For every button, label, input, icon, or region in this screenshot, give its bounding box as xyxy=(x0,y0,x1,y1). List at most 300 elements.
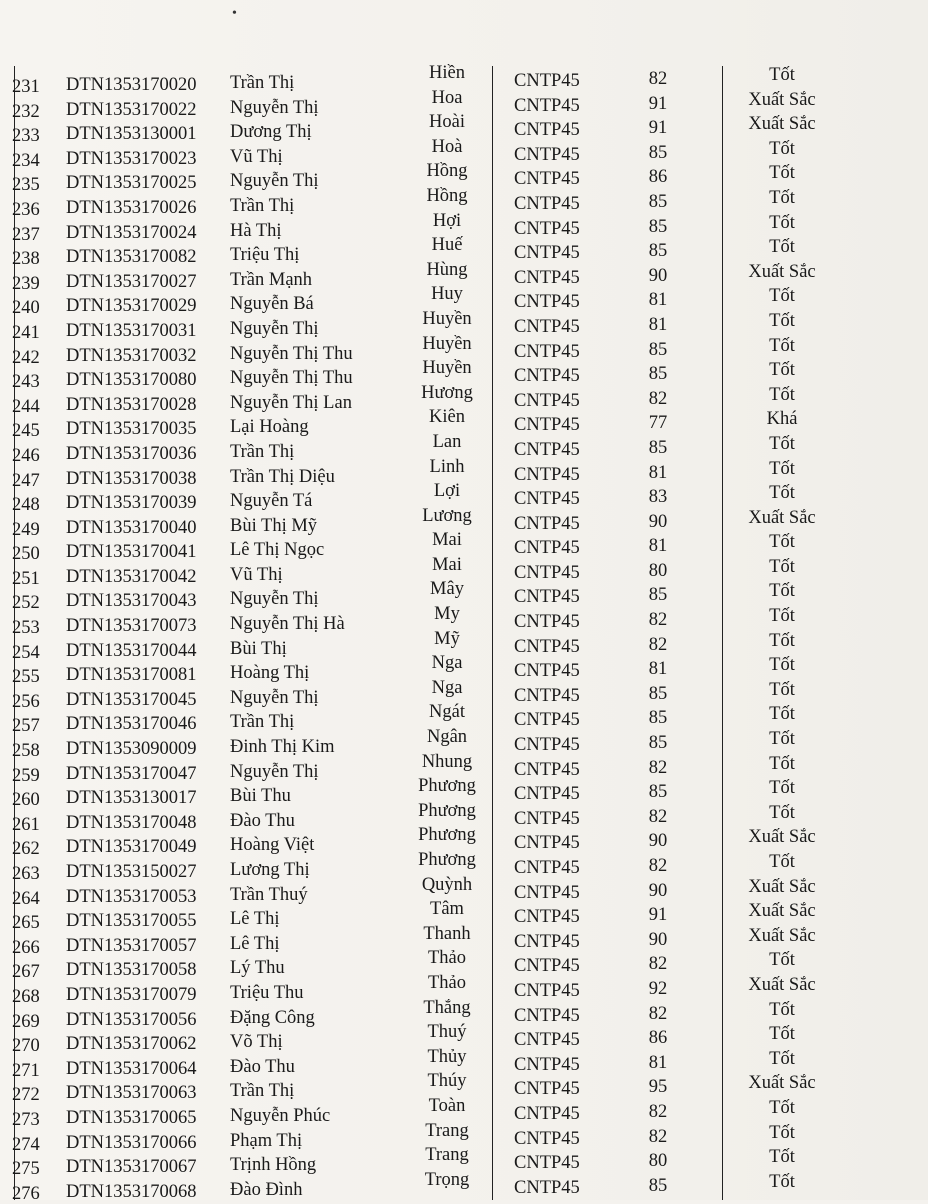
score: 82 xyxy=(648,634,668,655)
score: 82 xyxy=(648,856,668,876)
given-name: Mai xyxy=(432,554,462,575)
row-number: 259 xyxy=(12,765,40,786)
family-name: Nguyễn Thị Lan xyxy=(230,392,352,413)
class-code: CNTP45 xyxy=(514,956,580,977)
class-code: CNTP45 xyxy=(514,1054,580,1075)
given-name: Hoa xyxy=(431,87,463,108)
rating: Tốt xyxy=(769,852,795,872)
class-code: CNTP45 xyxy=(514,612,580,633)
class-code: CNTP45 xyxy=(514,882,580,903)
student-id: DTN1353170020 xyxy=(66,75,197,95)
given-name: Hoà xyxy=(431,136,463,157)
class-code: CNTP45 xyxy=(514,513,580,534)
score: 81 xyxy=(648,462,668,483)
row-number: 274 xyxy=(12,1134,40,1155)
score: 80 xyxy=(648,1151,668,1172)
row-number: 242 xyxy=(12,347,40,368)
score: 82 xyxy=(648,69,668,89)
class-code: CNTP45 xyxy=(514,292,580,313)
family-name: Nguyễn Thị xyxy=(230,171,319,192)
score: 82 xyxy=(648,1101,668,1122)
rating: Tốt xyxy=(769,335,795,356)
rating: Xuất Sắc xyxy=(748,1073,816,1094)
class-code: CNTP45 xyxy=(514,784,580,805)
family-name: Lê Thị xyxy=(230,909,280,930)
class-code: CNTP45 xyxy=(514,858,580,878)
score: 85 xyxy=(648,782,668,803)
class-code: CNTP45 xyxy=(514,759,580,780)
given-name: Phương xyxy=(418,776,476,797)
student-id: DTN1353170062 xyxy=(66,1034,197,1055)
rating: Tốt xyxy=(769,1122,795,1143)
class-code: CNTP45 xyxy=(514,366,580,387)
class-code: CNTP45 xyxy=(514,710,580,731)
student-id: DTN1353170053 xyxy=(66,886,197,907)
given-name: Toàn xyxy=(428,1095,466,1116)
family-name: Nguyễn Phúc xyxy=(230,1105,331,1126)
score: 86 xyxy=(648,1028,668,1049)
rating: Xuất Sắc xyxy=(748,925,816,946)
given-name: Trang xyxy=(425,1120,469,1141)
student-id: DTN1353170082 xyxy=(66,247,197,268)
student-id: DTN1353170079 xyxy=(66,984,197,1005)
class-code: CNTP45 xyxy=(514,169,580,190)
student-id: DTN1353150027 xyxy=(66,862,197,882)
score: 81 xyxy=(648,314,668,335)
student-id: DTN1353170023 xyxy=(66,148,197,169)
student-id: DTN1353170035 xyxy=(66,419,197,440)
score: 81 xyxy=(648,536,668,557)
student-id: DTN1353170026 xyxy=(66,197,197,218)
rating: Tốt xyxy=(769,65,795,85)
student-id: DTN1353090009 xyxy=(66,739,197,760)
student-id: DTN1353170047 xyxy=(66,763,197,784)
student-id: DTN1353130001 xyxy=(66,124,197,145)
rating: Xuất Sắc xyxy=(748,876,816,897)
table-row xyxy=(8,63,908,97)
given-name: Phương xyxy=(418,825,476,846)
rating: Tốt xyxy=(769,1024,795,1045)
score: 81 xyxy=(648,290,668,311)
table-row xyxy=(8,850,908,884)
student-id: DTN1353170073 xyxy=(66,616,197,637)
score: 85 xyxy=(648,708,668,729)
row-number: 238 xyxy=(12,249,40,270)
row-number: 256 xyxy=(12,691,40,712)
score: 90 xyxy=(648,880,668,901)
row-number: 233 xyxy=(12,126,40,147)
score: 85 xyxy=(648,216,668,237)
family-name: Trần Thị xyxy=(230,441,295,462)
score: 82 xyxy=(648,1003,668,1024)
class-code: CNTP45 xyxy=(514,833,580,854)
given-name: Huyền xyxy=(422,358,472,379)
family-name: Lương Thị xyxy=(230,860,310,880)
row-number: 237 xyxy=(12,224,40,245)
class-code: CNTP45 xyxy=(514,907,580,928)
row-number: 265 xyxy=(12,913,40,934)
given-name: Nga xyxy=(431,653,463,674)
row-number: 249 xyxy=(12,519,40,540)
family-name: Triệu Thu xyxy=(230,982,304,1003)
family-name: Trần Thị Diệu xyxy=(230,466,335,487)
rating: Tốt xyxy=(769,679,795,700)
family-name: Lại Hoàng xyxy=(230,417,309,438)
given-name: Hùng xyxy=(426,259,468,280)
given-name: Mây xyxy=(430,579,464,600)
family-name: Nguyễn Tá xyxy=(230,491,313,512)
rating: Tốt xyxy=(769,556,795,577)
rating: Tốt xyxy=(769,483,795,504)
rating: Tốt xyxy=(769,950,795,971)
given-name: Thảo xyxy=(427,948,466,969)
family-name: Đinh Thị Kim xyxy=(230,737,335,758)
rating: Tốt xyxy=(769,212,795,233)
rating: Tốt xyxy=(769,655,795,676)
given-name: Lương xyxy=(422,505,472,526)
given-name: Phương xyxy=(418,800,476,821)
student-id: DTN1353170045 xyxy=(66,689,197,710)
class-code: CNTP45 xyxy=(514,243,580,264)
row-number: 240 xyxy=(12,298,40,319)
score: 80 xyxy=(648,560,668,581)
given-name: Hợi xyxy=(432,210,462,231)
score: 85 xyxy=(648,585,668,606)
rating: Tốt xyxy=(769,360,795,381)
student-id: DTN1353170056 xyxy=(66,1009,197,1030)
family-name: Nguyễn Bá xyxy=(230,294,314,315)
family-name: Vũ Thị xyxy=(230,146,283,167)
row-number: 232 xyxy=(12,101,40,122)
family-name: Nguyễn Thị xyxy=(230,687,319,708)
rating: Khá xyxy=(766,409,798,430)
given-name: Thuý xyxy=(427,1022,467,1043)
student-id: DTN1353170027 xyxy=(66,271,197,292)
rating: Tốt xyxy=(769,286,795,307)
class-code: CNTP45 xyxy=(514,218,580,239)
student-id: DTN1353170041 xyxy=(66,542,197,563)
family-name: Trịnh Hồng xyxy=(230,1155,317,1176)
given-name: Huế xyxy=(431,235,463,256)
score: 85 xyxy=(648,142,668,163)
given-name: Nga xyxy=(431,677,463,698)
given-name: My xyxy=(434,604,460,625)
given-name: Mỹ xyxy=(434,628,460,649)
row-number: 245 xyxy=(12,421,40,442)
class-code: CNTP45 xyxy=(514,931,580,952)
student-id: DTN1353170081 xyxy=(66,665,197,686)
class-code: CNTP45 xyxy=(514,538,580,559)
student-id: DTN1353170024 xyxy=(66,222,197,243)
score: 91 xyxy=(648,93,668,114)
class-code: CNTP45 xyxy=(514,415,580,436)
class-code: CNTP45 xyxy=(514,1128,580,1149)
student-table xyxy=(8,63,908,1204)
class-code: CNTP45 xyxy=(514,1177,580,1198)
class-code: CNTP45 xyxy=(514,316,580,337)
family-name: Đào Đình xyxy=(230,1179,303,1200)
given-name: Hồng xyxy=(426,185,468,206)
score: 90 xyxy=(648,511,668,532)
student-id: DTN1353170049 xyxy=(66,837,197,858)
rating: Tốt xyxy=(769,802,795,823)
student-id: DTN1353170032 xyxy=(66,345,197,366)
row-number: 266 xyxy=(12,937,40,958)
score: 81 xyxy=(648,1052,668,1073)
given-name: Ngát xyxy=(429,702,465,723)
class-code: CNTP45 xyxy=(514,464,580,485)
row-number: 235 xyxy=(12,175,40,196)
family-name: Nguyễn Thị Thu xyxy=(230,343,353,364)
family-name: Trần Thị xyxy=(230,195,295,216)
score: 85 xyxy=(648,364,668,385)
family-name: Đào Thu xyxy=(230,810,295,831)
class-code: CNTP45 xyxy=(514,193,580,214)
family-name: Đào Thu xyxy=(230,1056,295,1077)
score: 91 xyxy=(648,118,668,139)
row-number: 272 xyxy=(12,1085,40,1106)
row-number: 264 xyxy=(12,888,40,909)
family-name: Bùi Thị xyxy=(230,638,287,659)
family-name: Lê Thị xyxy=(230,933,280,954)
rating: Xuất Sắc xyxy=(748,974,816,995)
row-number: 260 xyxy=(12,790,40,811)
score: 85 xyxy=(648,437,668,458)
class-code: CNTP45 xyxy=(514,685,580,706)
score: 92 xyxy=(648,978,668,999)
given-name: Tâm xyxy=(430,899,464,920)
class-code: CNTP45 xyxy=(514,980,580,1001)
student-id: DTN1353170043 xyxy=(66,591,197,612)
family-name: Trần Thị xyxy=(230,1081,295,1102)
family-name: Nguyễn Thị xyxy=(230,318,319,339)
class-code: CNTP45 xyxy=(514,390,580,411)
class-code: CNTP45 xyxy=(514,1153,580,1174)
class-code: CNTP45 xyxy=(514,808,580,829)
family-name: Dương Thị xyxy=(230,122,312,143)
given-name: Kiên xyxy=(429,407,465,428)
row-number: 248 xyxy=(12,495,40,516)
family-name: Nguyễn Thị xyxy=(230,761,319,782)
score: 90 xyxy=(648,929,668,950)
given-name: Hiền xyxy=(429,63,465,83)
student-id: DTN1353130017 xyxy=(66,788,197,809)
family-name: Võ Thị xyxy=(230,1032,283,1053)
class-code: CNTP45 xyxy=(514,267,580,288)
given-name: Huy xyxy=(431,284,463,305)
family-name: Nguyễn Thị Hà xyxy=(230,614,345,635)
student-id: DTN1353170044 xyxy=(66,640,197,661)
class-code: CNTP45 xyxy=(514,144,580,165)
rating: Tốt xyxy=(769,729,795,750)
score: 82 xyxy=(648,388,668,409)
student-id: DTN1353170048 xyxy=(66,812,197,833)
student-id: DTN1353170039 xyxy=(66,493,197,514)
class-code: CNTP45 xyxy=(514,1079,580,1100)
given-name: Linh xyxy=(429,456,465,477)
rating: Tốt xyxy=(769,1097,795,1118)
rating: Tốt xyxy=(769,1171,795,1192)
given-name: Quỳnh xyxy=(421,874,473,895)
given-name: Hồng xyxy=(426,161,468,182)
class-code: CNTP45 xyxy=(514,735,580,756)
student-id: DTN1353170031 xyxy=(66,320,197,341)
given-name: Phương xyxy=(418,850,476,870)
rating: Xuất Sắc xyxy=(748,261,816,282)
row-number: 261 xyxy=(12,814,40,835)
row-number: 262 xyxy=(12,839,40,860)
row-number: 241 xyxy=(12,322,40,343)
student-id: DTN1353170028 xyxy=(66,394,197,415)
student-id: DTN1353170038 xyxy=(66,468,197,489)
rating: Tốt xyxy=(769,630,795,651)
given-name: Trang xyxy=(425,1145,469,1166)
score: 85 xyxy=(648,1175,668,1196)
row-number: 253 xyxy=(12,618,40,639)
row-number: 273 xyxy=(12,1109,40,1130)
rating: Tốt xyxy=(769,310,795,331)
row-number: 268 xyxy=(12,986,40,1007)
rating: Xuất Sắc xyxy=(748,89,816,110)
rating: Tốt xyxy=(769,1048,795,1069)
rating: Xuất Sắc xyxy=(748,507,816,528)
score: 82 xyxy=(648,610,668,631)
class-code: CNTP45 xyxy=(514,587,580,608)
stray-mark: • xyxy=(232,6,237,21)
student-id: DTN1353170064 xyxy=(66,1058,197,1079)
given-name: Huyền xyxy=(422,333,472,354)
row-number: 251 xyxy=(12,568,40,589)
score: 85 xyxy=(648,241,668,262)
student-id: DTN1353170042 xyxy=(66,566,197,587)
given-name: Thắng xyxy=(423,997,471,1018)
score: 85 xyxy=(648,733,668,754)
score: 90 xyxy=(648,831,668,852)
row-number: 258 xyxy=(12,741,40,762)
family-name: Hoàng Việt xyxy=(230,835,315,856)
row-number: 254 xyxy=(12,642,40,663)
score: 91 xyxy=(648,905,668,926)
family-name: Bùi Thị Mỹ xyxy=(230,515,318,536)
given-name: Hương xyxy=(421,382,473,403)
given-name: Nhung xyxy=(421,751,473,772)
rating: Tốt xyxy=(769,999,795,1020)
rating: Xuất Sắc xyxy=(748,114,816,135)
student-id: DTN1353170068 xyxy=(66,1181,197,1202)
row-number: 243 xyxy=(12,372,40,393)
family-name: Trần Mạnh xyxy=(230,269,313,290)
row-number: 250 xyxy=(12,544,40,565)
rating: Xuất Sắc xyxy=(748,827,816,848)
row-number: 255 xyxy=(12,667,40,688)
score: 85 xyxy=(648,683,668,704)
family-name: Phạm Thị xyxy=(230,1130,303,1151)
score: 90 xyxy=(648,265,668,286)
student-id: DTN1353170036 xyxy=(66,443,197,464)
given-name: Huyền xyxy=(422,308,472,329)
row-number: 246 xyxy=(12,445,40,466)
family-name: Bùi Thu xyxy=(230,786,291,807)
class-code: CNTP45 xyxy=(514,120,580,141)
student-id: DTN1353170029 xyxy=(66,296,197,317)
score: 82 xyxy=(648,757,668,778)
row-number: 257 xyxy=(12,716,40,737)
student-id: DTN1353170025 xyxy=(66,173,197,194)
rating: Tốt xyxy=(769,778,795,799)
rating: Tốt xyxy=(769,704,795,725)
score: 77 xyxy=(648,413,668,434)
class-code: CNTP45 xyxy=(514,489,580,510)
family-name: Hà Thị xyxy=(230,220,282,241)
row-number: 244 xyxy=(12,396,40,417)
family-name: Triệu Thị xyxy=(230,245,300,266)
family-name: Vũ Thị xyxy=(230,564,283,585)
rating: Xuất Sắc xyxy=(748,901,816,922)
row-number: 263 xyxy=(12,864,40,884)
student-id: DTN1353170065 xyxy=(66,1107,197,1128)
family-name: Đặng Công xyxy=(230,1007,315,1028)
given-name: Thủy xyxy=(427,1046,467,1067)
row-number: 234 xyxy=(12,150,40,171)
class-code: CNTP45 xyxy=(514,71,580,91)
row-number: 276 xyxy=(12,1183,40,1204)
given-name: Thanh xyxy=(423,923,471,944)
given-name: Thảo xyxy=(427,972,466,993)
row-number: 275 xyxy=(12,1159,40,1180)
student-id: DTN1353170058 xyxy=(66,960,197,981)
family-name: Trần Thuý xyxy=(230,884,308,905)
rating: Tốt xyxy=(769,532,795,553)
family-name: Lý Thu xyxy=(230,958,285,979)
rating: Tốt xyxy=(769,187,795,208)
student-id: DTN1353170067 xyxy=(66,1157,197,1178)
score: 81 xyxy=(648,659,668,680)
student-id: DTN1353170040 xyxy=(66,517,197,538)
family-name: Nguyễn Thị xyxy=(230,589,319,610)
given-name: Hoài xyxy=(429,112,465,133)
family-name: Trần Thị xyxy=(230,73,295,93)
row-number: 252 xyxy=(12,593,40,614)
rating: Tốt xyxy=(769,581,795,602)
row-number: 269 xyxy=(12,1011,40,1032)
row-number: 247 xyxy=(12,470,40,491)
class-code: CNTP45 xyxy=(514,95,580,116)
given-name: Lan xyxy=(432,431,462,452)
family-name: Nguyễn Thị Thu xyxy=(230,368,353,389)
score: 83 xyxy=(648,487,668,508)
rating: Tốt xyxy=(769,606,795,627)
row-number: 271 xyxy=(12,1060,40,1081)
student-id: DTN1353170055 xyxy=(66,911,197,932)
student-id: DTN1353170057 xyxy=(66,935,197,956)
score: 85 xyxy=(648,339,668,360)
student-id: DTN1353170022 xyxy=(66,99,197,120)
rating: Tốt xyxy=(769,138,795,159)
rating: Tốt xyxy=(769,753,795,774)
student-id: DTN1353170080 xyxy=(66,370,197,391)
row-number: 239 xyxy=(12,273,40,294)
row-number: 236 xyxy=(12,199,40,220)
score: 85 xyxy=(648,191,668,212)
given-name: Trọng xyxy=(424,1169,470,1190)
family-name: Trần Thị xyxy=(230,712,295,733)
family-name: Nguyễn Thị xyxy=(230,97,319,118)
score: 82 xyxy=(648,806,668,827)
rating: Tốt xyxy=(769,237,795,258)
given-name: Lợi xyxy=(433,481,461,502)
class-code: CNTP45 xyxy=(514,1030,580,1051)
given-name: Ngân xyxy=(426,727,468,748)
